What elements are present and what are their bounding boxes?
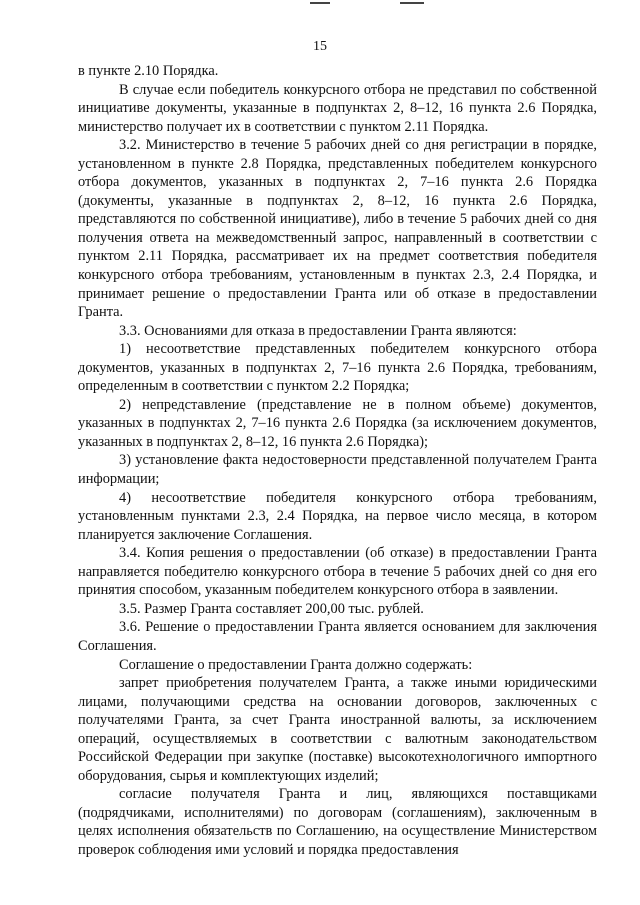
paragraph: Соглашение о предоставлении Гранта должно содержать: [119,656,473,673]
paragraph: запрет приобретения получателем Гранта, а также иными юридическими лицами, получающими средства на основании договоров, заключенных с получателями Гранта, за счет Гранта иностранной валюты, за исключением операций, осуществляемых в соответствии с валютным законодательством Российской Федерации при закупке (поставке) высокотехнологичного импортного оборудования, сырья и комплектующих изделий; [78,675,597,784]
document-body [78,62,597,860]
paragraph: 3.6. Решение о предоставлении Гранта является основанием для заключения Соглашения. [78,619,597,654]
paragraph: в пункте 2.10 Порядка. [78,63,219,79]
paragraph: 4) несоответствие победителя конкурсного отбора требованиям, установленным пунктами 2.3, 2.4 Порядка, на первое число месяца, в котором планируется заключение Соглашения. [78,489,597,543]
paragraph: 3.4. Копия решения о предоставлении (об отказе) в предоставлении Гранта направляется победителю конкурсного отбора в течение 5 рабочих дней со дня его принятия способом, указанным победителем конкурсного отбора в заявлении. [78,545,597,599]
paragraph: 3.5. Размер Гранта составляет 200,00 тыс. рублей. [119,600,424,617]
paragraph: 3.3. Основаниями для отказа в предоставлении Гранта являются: [119,322,517,339]
paragraph: 1) несоответствие представленных победителем конкурсного отбора документов, указанных в подпунктах 2, 7–16 пункта 2.6 Порядка, требованиям, определенным в соответствии с пунктом 2.2 Порядка; [78,341,597,395]
scan-edge-mark [310,2,330,4]
paragraph: согласие получателя Гранта и лиц, являющихся поставщиками (подрядчиками, исполнителями) по договорам (соглашениям), заключенным в целях исполнения обязательств по Соглашению, на осуществление Министерством проверок соблюдения ими условий и порядка предоставления [78,786,597,858]
paragraph: 3.2. Министерство в течение 5 рабочих дней со дня регистрации в порядке, установленном в пункте 2.8 Порядка, представленных победителем конкурсного отбора документов, указанных в подпунктах 2, 7–16 пункта 2.6 Порядка (документы, указанные в подпунктах 2, 8–12, 16 пункта 2.6 Порядка, представляются по собственной инициативе), либо в течение 5 рабочих дней со дня получения ответа на межведомственный запрос, направленный в соответствии с пунктом 2.11 Порядка, рассматривает их на предмет соответствия победителя конкурсного отбора требованиям, установленным в пунктах 2.3, 2.4 Порядка, и принимает решение о предоставлении Гранта или об отказе в предоставлении Гранта. [78,137,597,321]
page-number: 15 [313,39,327,54]
paragraph: 2) непредставление (представление не в полном объеме) документов, указанных в подпунктах 2, 7–16 пункта 2.6 Порядка (за исключением документов, указанных в подпунктах 2, 8–12, 16 пункта 2.6 Порядка); [78,396,597,450]
scan-edge-mark [400,2,424,4]
paragraph: 3) установление факта недостоверности представленной получателем Гранта информации; [78,452,597,488]
scan-edge-marks [0,0,640,6]
paragraph: В случае если победитель конкурсного отбора не представил по собственной инициативе документы, указанные в подпунктах 2, 8–12, 16 пункта 2.6 Порядка, министерство получает их в соответствии с пунктом 2.11 Порядка. [78,81,597,135]
